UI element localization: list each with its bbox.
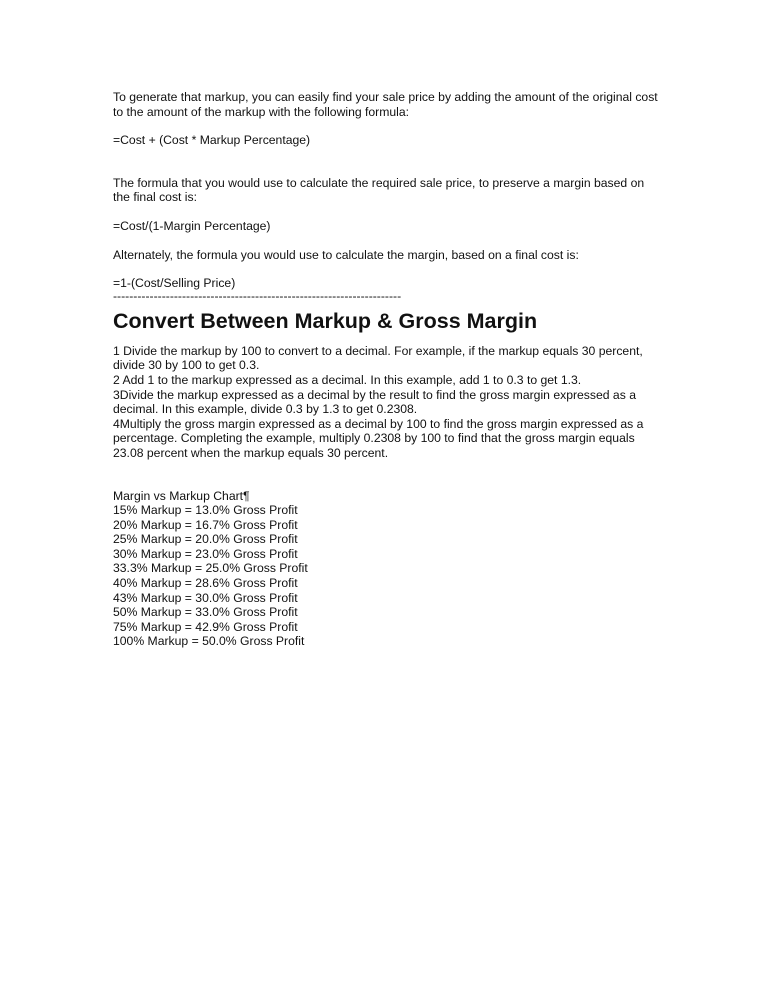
spacer: [113, 148, 658, 176]
conversion-steps: [113, 344, 658, 461]
margin-formula: =1-(Cost/Selling Price): [113, 276, 236, 291]
spacer: [113, 119, 658, 133]
spacer: [113, 234, 658, 248]
intro-paragraph-3: Alternately, the formula you would use to calculate the margin, based on a final cost is:: [113, 247, 579, 262]
intro-paragraph-2: The formula that you would use to calculate the required sale price, to preserve a margin based on the final cost is:: [113, 175, 645, 205]
spacer: [113, 262, 658, 276]
spacer: [113, 461, 658, 489]
sale-price-formula: =Cost/(1-Margin Percentage): [113, 218, 271, 233]
dashed-divider: -----------------------------------------------------------------------: [113, 290, 402, 302]
section-heading: Convert Between Markup & Gross Margin: [113, 308, 538, 333]
chart-row: 33.3% Markup = 25.0% Gross Profit: [113, 561, 308, 576]
chart-row: 40% Markup = 28.6% Gross Profit: [113, 576, 298, 591]
step-3: 3Divide the markup expressed as a decimal by the result to find the gross margin expressed as a decimal. In this example, divide 0.3 by 1.3 to get 0.2308.: [113, 387, 636, 417]
chart-row: 15% Markup = 13.0% Gross Profit: [113, 503, 298, 518]
markup-formula: =Cost + (Cost * Markup Percentage): [113, 133, 311, 148]
chart-row: 100% Markup = 50.0% Gross Profit: [113, 634, 305, 649]
chart-row: 43% Markup = 30.0% Gross Profit: [113, 590, 298, 605]
chart-title: Margin vs Markup Chart¶: [113, 488, 250, 503]
document-page: [113, 90, 658, 649]
chart-row: 25% Markup = 20.0% Gross Profit: [113, 532, 298, 547]
step-4: 4Multiply the gross margin expressed as a decimal by 100 to find the gross margin expressed as a percentage. Completing the example, multiply 0.2308 by 100 to find that the gross margin equals 23.08 percent when the markup equals 30 percent.: [113, 416, 644, 460]
chart-row: 50% Markup = 33.0% Gross Profit: [113, 605, 298, 620]
margin-markup-chart: [113, 489, 658, 650]
chart-row: 20% Markup = 16.7% Gross Profit: [113, 517, 298, 532]
chart-row: 75% Markup = 42.9% Gross Profit: [113, 619, 298, 634]
step-2: 2 Add 1 to the markup expressed as a decimal. In this example, add 1 to 0.3 to get 1.3.: [113, 372, 582, 387]
intro-paragraph-1: To generate that markup, you can easily find your sale price by adding the amount of the original cost to the amount of the markup with the following formula:: [113, 90, 658, 119]
chart-row: 30% Markup = 23.0% Gross Profit: [113, 546, 298, 561]
step-1: 1 Divide the markup by 100 to convert to a decimal. For example, if the markup equals 30 percent, divide 30 by 100 to get 0.3.: [113, 343, 643, 373]
spacer: [113, 205, 658, 219]
